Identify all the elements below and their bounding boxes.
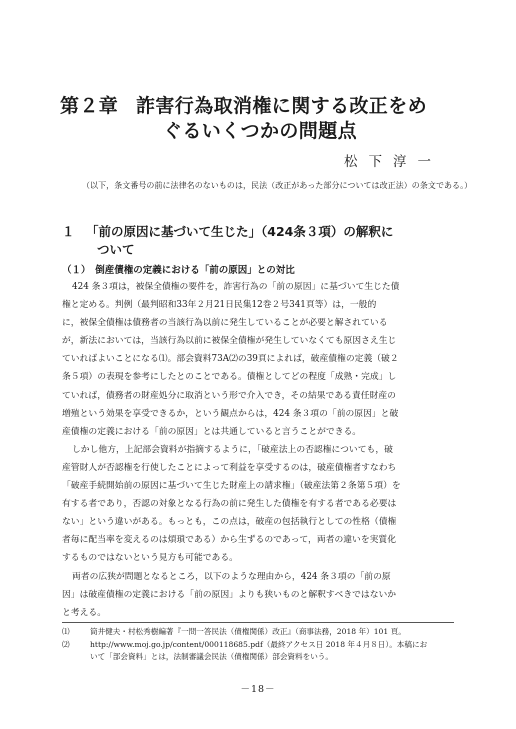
text-line: 両者の広狭が問題となるところ，以下のような理由から，424 条３項の「前の原 — [72, 571, 391, 582]
text-line: に，被保全債権は債務者の当該行為以前に発生していることが必要と解されている — [62, 318, 388, 329]
footnote-mark: ⑴ — [62, 627, 70, 636]
text-line: 条５項）の表現を参考にしたとのことである。債権としてどの程度「成熟・完成」し — [62, 372, 397, 383]
author-name: 松下淳一 — [344, 154, 442, 170]
section-title-line2: ついて — [97, 242, 135, 257]
footnote-text: http://www.moj.go.jp/content/000118685.pdf（最終アクセス日 2018 年４月８日）。本稿にお — [90, 639, 428, 649]
paragraph-2 — [62, 441, 454, 568]
chapter-number: 第２章 — [60, 95, 119, 117]
footnote-text: 筒井健夫・村松秀樹編著『一問一答民法（債権関係）改正』（商事法務，2018 年）101 頁。 — [90, 627, 406, 636]
text-line: 因」は破産債権の定義における「前の原因」よりも狭いものと解釈すべきではないか — [62, 589, 397, 600]
text-line: が，新法においては，当該行為以前に被保全債権が発生していなくても原因さえ生じ — [62, 336, 397, 347]
section-number: １ — [62, 224, 75, 239]
text-line: 産債権の定義における「前の原因」とは共通していると言うことができる。 — [62, 426, 362, 437]
text-line: 「破産手続開始前の原因に基づいて生じた財産上の請求権」（破産法第２条第５項）を — [62, 481, 401, 492]
paragraph-1 — [62, 278, 454, 441]
text-line: ていればよいことになる⑴。部会資料73A⑵の39頁によれば，破産債権の定義（破２ — [62, 354, 399, 365]
chapter-title-line2: ぐるいくつかの問題点 — [163, 120, 358, 142]
text-line: ない」という違いがある。もっとも，この点は，破産の包括執行としての性格（債権 — [62, 517, 397, 528]
footnote-divider — [62, 622, 454, 623]
footnote — [62, 626, 454, 639]
text-line: しかし他方，上記部会資料が指摘するように，「破産法上の否認権についても，破 — [72, 444, 393, 455]
footnote — [62, 639, 454, 664]
text-line: するものではないという見方も可能である。 — [62, 553, 238, 564]
page-number: －18－ — [240, 684, 276, 695]
paragraph-3 — [62, 568, 454, 622]
section-heading — [62, 223, 457, 259]
chapter-title-line1: 詐害行為取消権に関する改正をめ — [136, 95, 428, 117]
section-title-line1: 「前の原因に基づいて生じた」（424条３項）の解釈に — [86, 224, 394, 239]
footnotes — [62, 626, 454, 664]
text-line: 権と定める。判例（最判昭和33年２月21日民集12巻２号341頁等）は，一般的 — [62, 300, 377, 311]
text-line: 産管財人が否認権を行使したことによって利益を享受するのは，破産債権者すなわち — [62, 462, 397, 473]
footnote-text: いて「部会資料」とは，法制審議会民法（債権関係）部会資料をいう。 — [90, 652, 333, 661]
subsection-heading: （１） 倒産債権の定義における「前の原因」との対比 — [62, 265, 295, 276]
chapter-heading — [60, 94, 460, 144]
text-line: ていれば，債務者の財産処分に取消という形で介入でき，その結果である責任財産の — [62, 390, 396, 401]
text-line: 有する者であり，否認の対象となる行為の前に発生した債権を有する者である必要は — [62, 499, 397, 510]
text-line: 増殖という効果を享受できるか，という観点からは，424 条３項の「前の原因」と破 — [62, 408, 399, 419]
body-text — [62, 278, 454, 622]
editorial-note: （以下，条文番号の前に法律名のないものは，民法（改正があった部分については改正法）の条文である。） — [82, 181, 473, 190]
text-line: 424 条３項は，被保全債権の要件を，詐害行為の「前の原因」に基づいて生じた債 — [72, 282, 400, 292]
text-line: と考える。 — [62, 607, 106, 618]
text-line: 者毎に配当率を変えるのは煩瑣である）から生ずるのであって，両者の違いを実質化 — [62, 535, 397, 546]
footnote-mark: ⑵ — [62, 639, 70, 649]
